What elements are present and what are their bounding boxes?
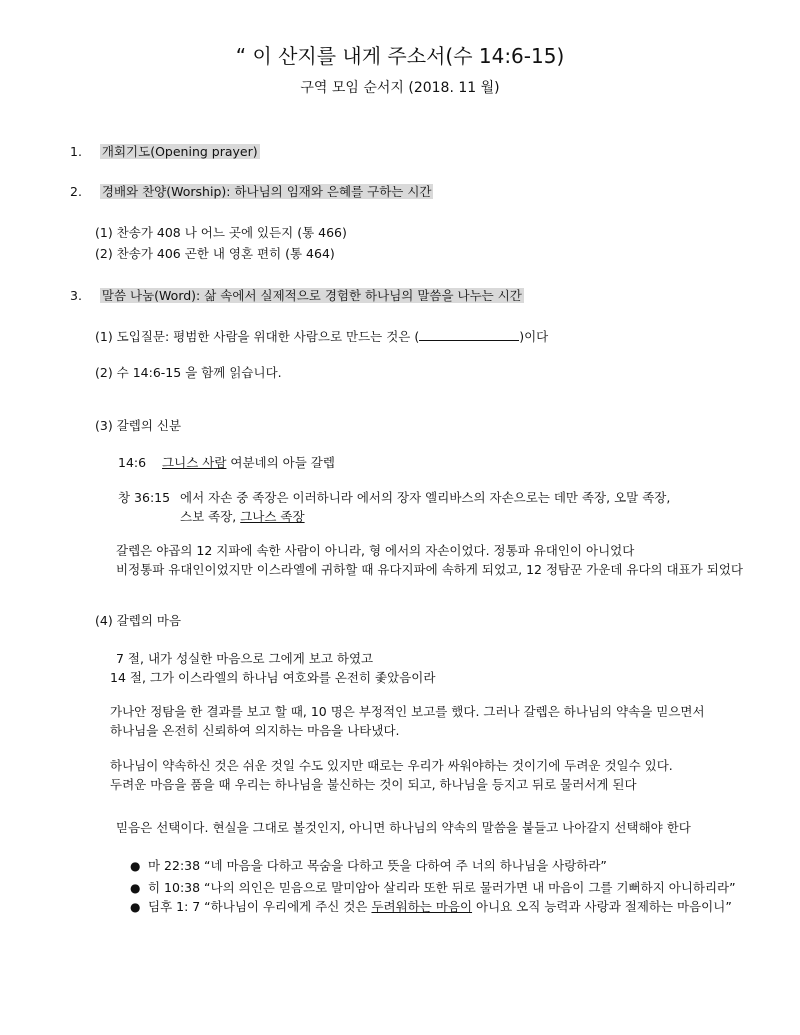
section-2 bbox=[70, 184, 433, 199]
section-1 bbox=[70, 144, 260, 159]
underlined-text: 그니스 사람 bbox=[162, 455, 227, 470]
question-suffix: )이다 bbox=[519, 329, 549, 344]
verse-ref-line bbox=[118, 455, 335, 470]
bullet-item bbox=[130, 880, 736, 895]
heart-verse: 7 절, 내가 성실한 마음으로 그에게 보고 하였고 bbox=[116, 651, 374, 666]
verse-text: 에서 자손 중 족장은 이러하니라 에서의 장자 엘리바스의 자손으로는 데만 족장, 오말 족장, bbox=[180, 490, 671, 505]
verse-text-line2 bbox=[180, 509, 305, 524]
section-number: 3. bbox=[70, 288, 82, 303]
paragraph-line: 비정통파 유대인이었지만 이스라엘에 귀하할 때 유다지파에 속하게 되었고, 12 정탐꾼 가운데 유다의 대표가 되었다 bbox=[116, 562, 743, 577]
verse-text: 스보 족장, bbox=[180, 509, 241, 524]
paragraph-line: 갈렙은 야곱의 12 지파에 속한 사람이 아니라, 형 에서의 자손이었다. 정통파 유대인이 아니었다 bbox=[116, 543, 635, 558]
paragraph-line: 두려운 마음을 품을 때 우리는 하나님을 불신하는 것이 되고, 하나님을 등지고 뒤로 물러서게 된다 bbox=[110, 777, 637, 792]
hymn-item: (2) 찬송가 406 곤한 내 영혼 편히 (통 464) bbox=[95, 246, 335, 261]
question-text: (1) 도입질문: 평범한 사람을 위대한 사람으로 만드는 것은 ( bbox=[95, 329, 420, 344]
bullet-text: 히 10:38 “나의 의인은 믿음으로 말미암아 살리라 또한 뒤로 물러가면 내 마음이 그를 기뻐하지 아니하리라” bbox=[148, 880, 736, 895]
verse-ref: 14:6 bbox=[118, 455, 147, 470]
section-heading: 말씀 나눔(Word): 삶 속에서 실제적으로 경험한 하나님의 말씀을 나누는 시간 bbox=[101, 288, 522, 303]
paragraph-line: 가나안 정탐을 한 결과를 보고 할 때, 10 명은 부정적인 보고를 했다. 그러나 갈렙은 하나님의 약속을 믿으면서 bbox=[110, 704, 705, 719]
page-subtitle: 구역 모임 순서지 (2018. 11 월) bbox=[300, 80, 500, 96]
verse-ref: 창 36:15 bbox=[118, 490, 171, 505]
bullet-text: 딤후 1: 7 “하나님이 우리에게 주신 것은 bbox=[148, 899, 372, 914]
intro-question bbox=[95, 328, 548, 344]
answer-blank bbox=[419, 328, 519, 341]
verse-text: 여분네의 아들 갈렙 bbox=[226, 455, 335, 470]
paragraph-line: 믿음은 선택이다. 현실을 그대로 볼것인지, 아니면 하나님의 약속의 말씀을 붙들고 나아갈지 선택해야 한다 bbox=[116, 820, 691, 835]
page-title: “ 이 산지를 내게 주소서(수 14:6-15) bbox=[235, 44, 565, 68]
bullet-item bbox=[130, 858, 607, 873]
bullet-item bbox=[130, 899, 732, 914]
bullet-text: 아니요 오직 능력과 사랑과 절제하는 마음이니” bbox=[472, 899, 732, 914]
section-number: 2. bbox=[70, 184, 82, 199]
bullet-icon: ● bbox=[130, 900, 141, 914]
bullet-text: 마 22:38 “네 마음을 다하고 목숨을 다하고 뜻을 다하여 주 너의 하나님을 사랑하라” bbox=[148, 858, 607, 873]
section-3 bbox=[70, 288, 524, 303]
section-heading: 경배와 찬양(Worship): 하나님의 임재와 은혜를 구하는 시간 bbox=[101, 184, 432, 199]
hymn-item: (1) 찬송가 408 나 어느 곳에 있든지 (통 466) bbox=[95, 225, 347, 240]
bullet-icon: ● bbox=[130, 881, 141, 895]
subsection-title: (3) 갈렙의 신분 bbox=[95, 418, 182, 433]
paragraph-line: 하나님이 약속하신 것은 쉬운 것일 수도 있지만 때로는 우리가 싸워야하는 것이기에 두려운 것일수 있다. bbox=[110, 758, 673, 773]
paragraph-line: 하나님을 온전히 신뢰하여 의지하는 마음을 나타냈다. bbox=[110, 723, 400, 738]
reading-instruction: (2) 수 14:6-15 을 함께 읽습니다. bbox=[95, 365, 282, 380]
section-number: 1. bbox=[70, 144, 82, 159]
underlined-text: 두려워하는 마음이 bbox=[371, 899, 473, 914]
subsection-title: (4) 갈렙의 마음 bbox=[95, 613, 182, 628]
underlined-text: 그나스 족장 bbox=[240, 509, 305, 524]
section-heading: 개회기도(Opening prayer) bbox=[101, 144, 258, 159]
heart-verse: 14 절, 그가 이스라엘의 하나님 여호와를 온전히 좇았음이라 bbox=[110, 670, 436, 685]
bullet-icon: ● bbox=[130, 859, 141, 873]
